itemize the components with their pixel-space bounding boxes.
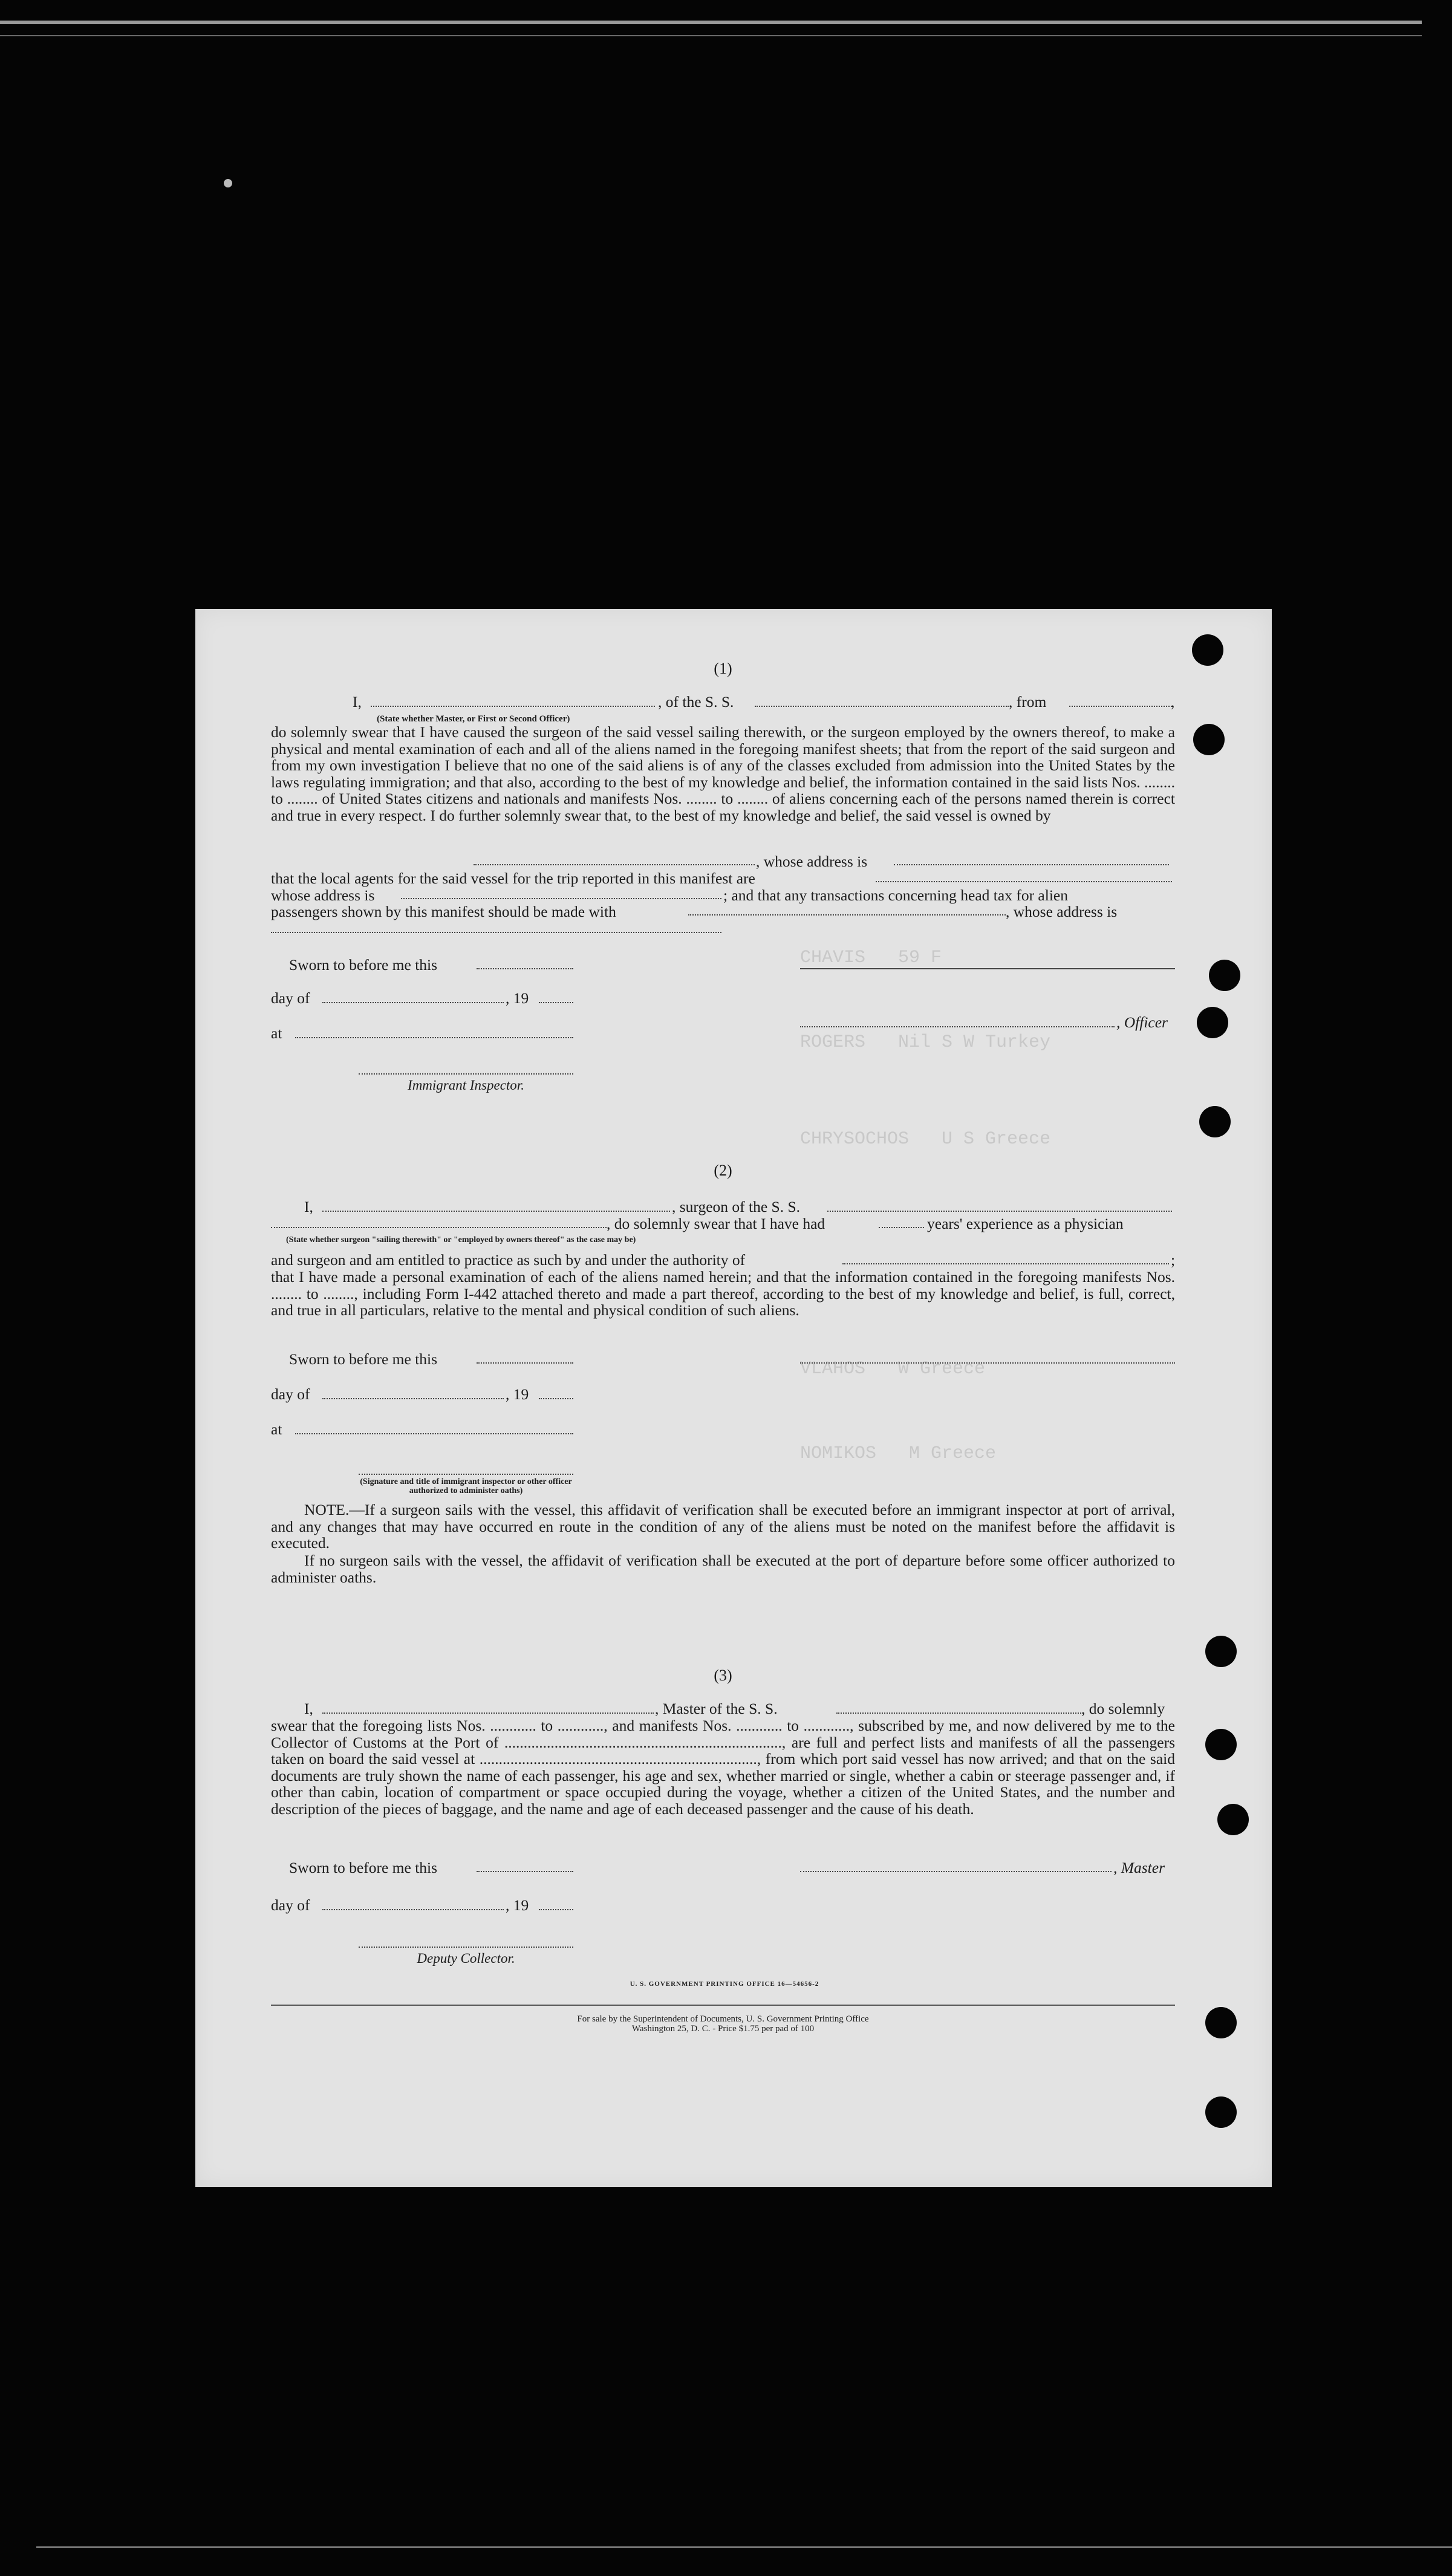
s1-year-field[interactable] [539,1002,573,1003]
gpo-imprint: U. S. GOVERNMENT PRINTING OFFICE 16—54656-2 [630,1980,819,1988]
s3-master-name-field[interactable] [322,1712,654,1714]
footer-rule [271,2005,1175,2006]
s1-from-label: , from [1009,693,1047,711]
s1-caption: (State whether Master, or First or Second Officer) [377,714,570,724]
s3-month-field[interactable] [322,1909,504,1910]
s1-signature-line[interactable] [800,968,1175,969]
punch-hole [1193,724,1225,755]
s2-month-field[interactable] [322,1398,504,1399]
s1-officer-field[interactable] [800,1026,1115,1027]
s1-agent-address-label: whose address is [271,886,375,904]
s2-signature-line[interactable] [800,1362,1175,1364]
s2-authority-label: and surgeon and am entitled to practice as such by and under the authority of [271,1251,746,1269]
s2-officer-caption: (Signature and title of immigrant inspector or other officer authorized to administer oaths) [360,1477,572,1495]
s2-caption: (State whether surgeon "sailing therewith" or "employed by owners thereof" as the case may be) [286,1235,636,1244]
s2-year-field[interactable] [539,1398,573,1399]
film-edge-top-inner [0,35,1422,36]
s2-at-label: at [271,1420,282,1438]
s2-vessel-field[interactable] [827,1211,1172,1212]
punch-hole [1209,960,1240,991]
s1-inspector-label: Immigrant Inspector. [408,1078,524,1093]
s3-year-field[interactable] [539,1909,573,1910]
s1-vessel-field[interactable] [755,706,1009,707]
s1-officer-label: , Officer [1116,1013,1168,1031]
s2-surgeon-label: , surgeon of the S. S. [672,1198,801,1215]
punch-hole [1205,2096,1237,2128]
s1-agents-label: that the local agents for the said vessel for the trip reported in this manifest are [271,870,755,887]
s2-i-label: I, [304,1198,313,1215]
s3-master-label: , Master of the S. S. [655,1700,778,1717]
section-3-number: (3) [714,1667,732,1684]
punch-hole [1217,1804,1249,1835]
film-edge-bottom [36,2546,1452,2548]
s2-years-field[interactable] [879,1227,924,1228]
punch-hole [1192,634,1223,666]
s1-month-field[interactable] [322,1002,504,1003]
manifest-page: CHAVIS 59 F ROGERS Nil S W Turkey CHRYSOCHOS U S Greece VLAHOS W Greece NOMIKOS M Greece (1) I, , of the S. S. , from , (State whether Master, or First or Second Officer) do solemnly swear that I have caused the surgeon of the said vessel sailing therewith, or the surgeon employed by the owners thereof, to make a physical and mental examination of each and all of the aliens named in the foregoing manifest sheets; that from the report of the said surgeon and from my own investigation I believe that no one of the said aliens is of any of the classes excluded from admission into the United States by the laws regulating immigration; and that also, according to the best of my knowledge and belief, the information contained in the said lists Nos. ........ to ........ of United States citizens and nationals and manifests Nos. ........ to ........ of aliens concerning each of the persons named therein is correct and true in every respect. I do further solemnly swear that, to the best of my knowledge and belief, the said vessel is owned by , whose address is that the local agents for the said vessel for the trip reported in this manifest are whose address is ; and that any transactions concerning head tax for alien passengers shown by this manifest should be made with , whose address is Sworn to before me this day of , 19 , Officer at Immigrant Inspector. (2) I, , surgeon of the S. S. , do solemnly swear that I have had years' experience as a physician (State whether surgeon "sailing therewith" or "employed by owners thereof" as the case may be) and surgeon and am entitled to practice as such by and under the authority of ; that I have made a personal examination of each of the aliens named herein; and that the information contained in the foregoing manifests Nos. ........ to ........, including Form I-442 attached thereto and made a part thereof, according to the best of my knowledge and belief, is full, correct, and true in all particulars, relative to the mental and physical condition of such aliens. Sworn to before me this day of , 19 at (Signature and title of immigrant inspector or other officer authorized to administer oaths) NOTE.—If a surgeon sails with the vessel, this affidavit of verification shall be executed before an immigrant inspector at port of arrival, and any changes that may have occurred en route in the condition of any of the aliens must be noted on the manifest before the affidavit is executed. If no surgeon sails with the vessel, the affidavit of verification shall be executed at the port of departure before some officer authorized to administer oaths. (3) I, , Master of the S. S. , do solemnly swear that the foregoing lists Nos. ............ to ............, and manifests Nos. ............ to ............, subscribed by me, and now delivered by me to the Collector of Customs at the Port of ........................................................................, are full and perfect lists and manifests of all the passengers taken on board the said vessel at ........................................................................, from which port said vessel has now arrived; and that on the said documents are truly shown the name of each passenger, his age and sex, whether married or single, whether a cabin or steerage passenger and, if other than cabin, location of compartment or space occupied during the voyage, whether a citizen of the United States, and the number and description of the pieces of baggage, and the name and age of each deceased passenger and the cause of his death. Sworn to before me this , Master day of , 19 Deputy Collector. U. S. GOVERNMENT PRINTING OFFICE 16—54656-2 For sale by the Superintendent of Documents, U. S. Government Printing Office Washington 25, D. C. - Price $1.75 per pad of 100 [195,609,1272,2187]
s2-authority-field[interactable] [842,1263,1169,1264]
film-edge-top [0,21,1422,24]
s2-day-label: day of [271,1385,310,1403]
film-speck [224,179,232,187]
s3-year-label: , 19 [506,1896,529,1914]
s2-years-label: years' experience as a physician [927,1215,1124,1232]
s1-headtax-label: ; and that any transactions concerning head tax for alien [723,886,1068,904]
s1-body: do solemnly swear that I have caused the surgeon of the said vessel sailing therewith, or the surgeon employed by the owners thereof, to make a physical and mental examination of each and all of the aliens named in the foregoing manifest sheets; that from the report of the said surgeon and from my own investigation I believe that no one of the said aliens is of any of the classes excluded from admission into the United States by the laws regulating immigration; and that also, according to the best of my knowledge and belief, the information contained in the said lists Nos. ........ to ........ of United States citizens and nationals and manifests Nos. ........ to ........ of aliens concerning each of the persons named therein is correct and true in every respect. I do further solemnly swear that, to the best of my knowledge and belief, the said vessel is owned by [271,723,1175,824]
s1-headtax-address-field[interactable] [271,932,721,933]
punch-hole [1205,1729,1237,1760]
s1-line1: I, [353,693,362,711]
s3-collector-signature[interactable] [359,1947,573,1948]
s2-swear-label: , do solemnly swear that I have had [607,1215,825,1232]
s3-i-label: I, [304,1700,313,1717]
s1-inspector-signature[interactable] [359,1073,573,1075]
punch-hole [1197,1007,1228,1038]
footer-sale-line-1: For sale by the Superintendent of Documents, U. S. Government Printing Office [577,2014,869,2024]
s1-agent-address-field[interactable] [401,898,721,899]
s2-place-field[interactable] [295,1433,573,1434]
s2-sworn-day-field[interactable] [477,1362,573,1364]
s1-agents-field[interactable] [876,881,1172,882]
s1-owner-address-field[interactable] [894,864,1169,865]
section-1-number: (1) [714,660,732,677]
s2-officer-signature[interactable] [359,1474,573,1475]
s1-place-field[interactable] [295,1037,573,1038]
punch-hole [1205,2007,1237,2038]
s2-note: NOTE.—If a surgeon sails with the vessel, this affidavit of verification shall be executed before an immigrant inspector at port of arrival, and any changes that may have occurred en route in the condition of any of the aliens must be noted on the manifest before the affidavit is executed. [271,1501,1175,1552]
s1-headtax-address-label: , whose address is [1006,903,1118,920]
s3-sworn-label: Sworn to before me this [289,1859,438,1876]
s3-solemnly-label: , do solemnly [1081,1700,1165,1717]
s3-vessel-field[interactable] [836,1712,1081,1714]
s1-passengers-label: passengers shown by this manifest should be made with [271,903,616,920]
s2-sworn-label: Sworn to before me this [289,1350,438,1368]
s2-note2: If no surgeon sails with the vessel, the affidavit of verification shall be executed at the port of departure before some officer authorized to administer oaths. [271,1552,1175,1586]
s1-at-label: at [271,1024,282,1042]
s1-of-ss-label: , of the S. S. [658,693,734,711]
s3-master-sign-label: , Master [1113,1859,1165,1876]
s3-day-label: day of [271,1896,310,1914]
s1-sworn-day-field[interactable] [477,968,573,969]
s3-body: swear that the foregoing lists Nos. ............ to ............, and manifests Nos. ............ to ............, subscribed by me, and now delivered by me to the Collector of Customs at the Port of ........................................................................, are full and perfect lists and manifests of all the passengers taken on board the said vessel at ........................................................................, from which port said vessel has now arrived; and that on the said documents are truly shown the name of each passenger, his age and sex, whether married or single, whether a cabin or steerage passenger and, if other than cabin, location of compartment or space occupied during the voyage, whether a citizen of the United States, and the number and description of the pieces of baggage, and the name and age of each deceased passenger and the cause of his death. [271,1717,1175,1818]
s1-from-field[interactable] [1069,706,1172,707]
s1-comma: , [1171,693,1175,711]
s1-day-label: day of [271,989,310,1007]
s3-collector-label: Deputy Collector. [417,1951,515,1966]
s1-year-label: , 19 [506,989,529,1007]
s3-master-signature[interactable] [800,1871,1112,1872]
section-2-number: (2) [714,1162,732,1179]
s1-owner-field[interactable] [474,864,755,865]
s2-year-label: , 19 [506,1385,529,1403]
s2-semicolon: ; [1171,1251,1176,1269]
punch-hole [1205,1636,1237,1667]
s1-sworn-label: Sworn to before me this [289,956,438,974]
s3-sworn-day-field[interactable] [477,1871,573,1872]
s1-title-field[interactable] [371,706,655,707]
footer-sale-line-2: Washington 25, D. C. - Price $1.75 per pad of 100 [631,2024,815,2034]
s2-body: that I have made a personal examination of each of the aliens named herein; and that the information contained in the foregoing manifests Nos. ........ to ........, including Form I-442 attached thereto and made a part thereof, according to the best of my knowledge and belief, is full, correct, and true in all particulars, relative to the mental and physical condition of such aliens. [271,1268,1175,1319]
s1-owner-address-label: , whose address is [756,853,868,870]
s1-headtax-party-field[interactable] [688,914,1006,916]
s2-status-field[interactable] [271,1227,607,1228]
punch-hole [1199,1106,1231,1137]
s2-surgeon-name-field[interactable] [322,1211,670,1212]
